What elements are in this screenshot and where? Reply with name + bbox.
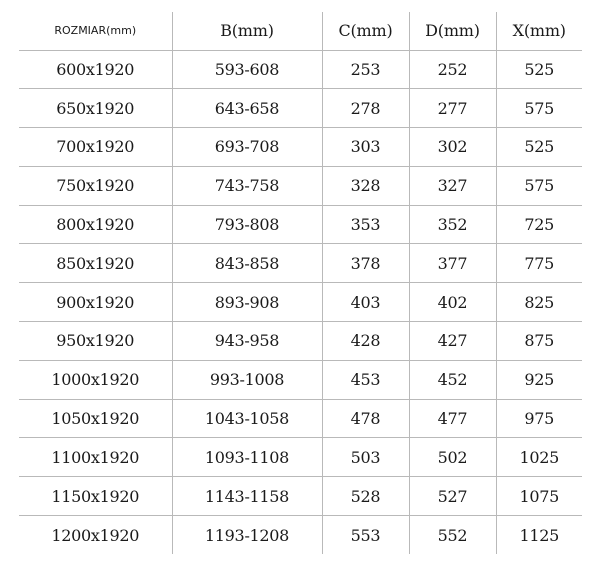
cell-rozmiar: 950x1920	[19, 322, 172, 361]
cell-c: 353	[322, 205, 409, 244]
cell-c: 378	[322, 244, 409, 283]
header-x: X(mm)	[496, 12, 582, 50]
cell-c: 478	[322, 399, 409, 438]
cell-d: 277	[409, 89, 496, 128]
cell-x: 1025	[496, 438, 582, 477]
dimension-table-container	[19, 12, 582, 554]
cell-x: 825	[496, 283, 582, 322]
cell-b: 743-758	[172, 166, 322, 205]
table-header-row	[19, 12, 582, 50]
cell-c: 453	[322, 360, 409, 399]
cell-rozmiar: 700x1920	[19, 128, 172, 167]
cell-b: 643-658	[172, 89, 322, 128]
cell-c: 553	[322, 516, 409, 555]
cell-d: 427	[409, 322, 496, 361]
cell-c: 253	[322, 50, 409, 89]
cell-c: 303	[322, 128, 409, 167]
cell-rozmiar: 800x1920	[19, 205, 172, 244]
cell-b: 893-908	[172, 283, 322, 322]
cell-c: 403	[322, 283, 409, 322]
cell-d: 452	[409, 360, 496, 399]
cell-d: 302	[409, 128, 496, 167]
cell-rozmiar: 750x1920	[19, 166, 172, 205]
table-row	[19, 283, 582, 322]
cell-d: 327	[409, 166, 496, 205]
cell-d: 502	[409, 438, 496, 477]
cell-b: 693-708	[172, 128, 322, 167]
cell-x: 575	[496, 166, 582, 205]
cell-d: 352	[409, 205, 496, 244]
dimension-table	[19, 12, 582, 554]
table-row	[19, 438, 582, 477]
cell-x: 1125	[496, 516, 582, 555]
header-b: B(mm)	[172, 12, 322, 50]
cell-b: 1193-1208	[172, 516, 322, 555]
cell-b: 593-608	[172, 50, 322, 89]
cell-rozmiar: 850x1920	[19, 244, 172, 283]
cell-b: 1143-1158	[172, 477, 322, 516]
cell-d: 252	[409, 50, 496, 89]
cell-c: 528	[322, 477, 409, 516]
cell-rozmiar: 1000x1920	[19, 360, 172, 399]
cell-rozmiar: 1200x1920	[51, 525, 140, 545]
table-row	[19, 360, 582, 399]
cell-c: 503	[322, 438, 409, 477]
cell-b: 1043-1058	[172, 399, 322, 438]
cell-c: 428	[322, 322, 409, 361]
cell-b: 1093-1108	[172, 438, 322, 477]
table-row	[19, 50, 582, 89]
cell-x: 725	[496, 205, 582, 244]
cell-d: 527	[409, 477, 496, 516]
cell-x: 575	[496, 89, 582, 128]
cell-b: 993-1008	[172, 360, 322, 399]
cell-rozmiar: 1100x1920	[19, 438, 172, 477]
cell-x: 925	[496, 360, 582, 399]
cell-c: 328	[322, 166, 409, 205]
cell-d: 477	[409, 399, 496, 438]
cell-x: 525	[496, 50, 582, 89]
cell-rozmiar: 650x1920	[19, 89, 172, 128]
table-row	[19, 205, 582, 244]
cell-rozmiar: 600x1920	[19, 50, 172, 89]
table-row	[19, 166, 582, 205]
cell-x: 775	[496, 244, 582, 283]
cell-x: 525	[496, 128, 582, 167]
table-row	[19, 128, 582, 167]
cell-b: 943-958	[172, 322, 322, 361]
cell-b: 793-808	[172, 205, 322, 244]
table-row	[19, 89, 582, 128]
table-body	[19, 50, 582, 554]
header-d: D(mm)	[409, 12, 496, 50]
cell-x: 1075	[496, 477, 582, 516]
cell-rozmiar: 1050x1920	[19, 399, 172, 438]
cell-d: 402	[409, 283, 496, 322]
cell-d: 552	[409, 516, 496, 555]
cell-x: 875	[496, 322, 582, 361]
table-row	[19, 477, 582, 516]
cell-x: 975	[496, 399, 582, 438]
table-row	[19, 399, 582, 438]
cell-rozmiar: 1150x1920	[19, 477, 172, 516]
cell-d: 377	[409, 244, 496, 283]
cell-c: 278	[322, 89, 409, 128]
table-row	[19, 516, 582, 555]
cell-b: 843-858	[172, 244, 322, 283]
cell-rozmiar: 900x1920	[19, 283, 172, 322]
table-row	[19, 244, 582, 283]
header-c: C(mm)	[322, 12, 409, 50]
header-rozmiar: ROZMIAR(mm)	[19, 12, 172, 50]
table-row	[19, 322, 582, 361]
